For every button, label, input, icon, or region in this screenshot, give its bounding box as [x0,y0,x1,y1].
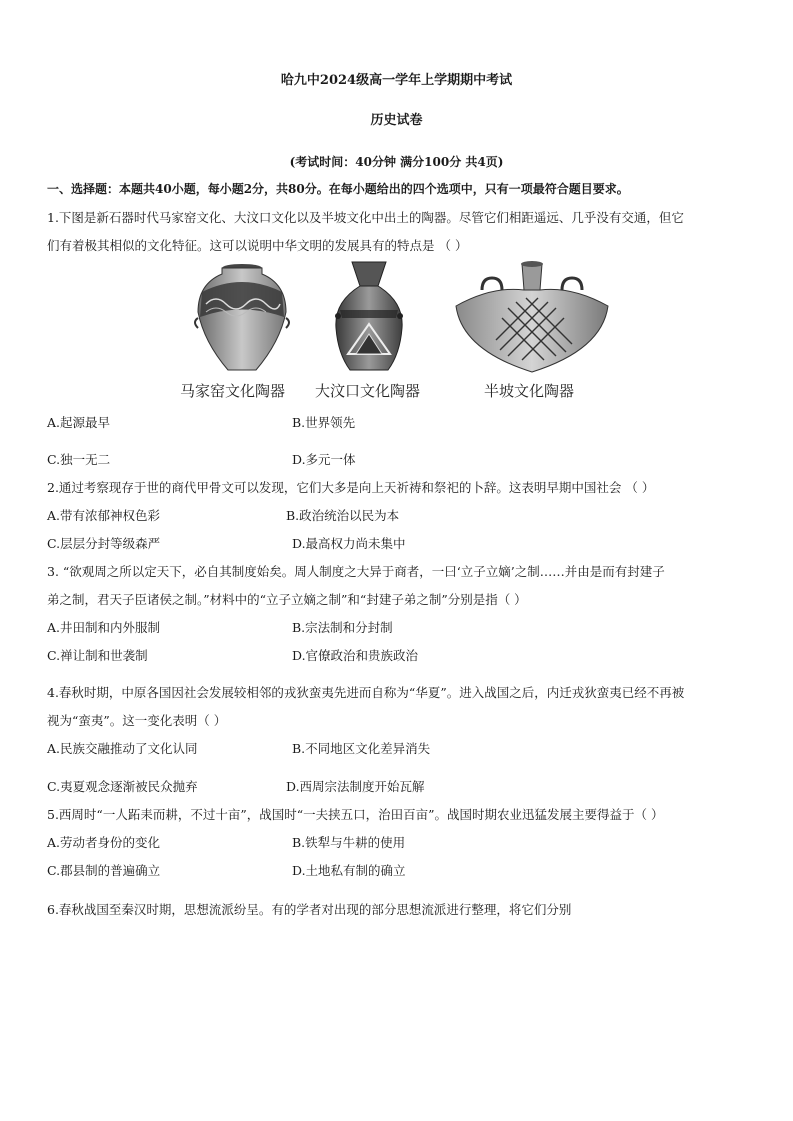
q2-stem: 2.通过考察现存于世的商代甲骨文可以发现，它们大多是向上天祈祷和祭祀的卜辞。这表明早期中国社会 （ ） [47,480,655,495]
q4-option-b: B.不同地区文化差异消失 [292,741,431,756]
q2-option-b: B.政治统治以民为本 [286,508,400,523]
q1-stem-line1: 1.下图是新石器时代马家窑文化、大汶口文化以及半坡文化中出土的陶器。尽管它们相距遥远、几乎没有交通，但它 [47,210,684,225]
section-instructions: 一、选择题：本题共40小题，每小题2分，共80分。在每小题给出的四个选项中，只有一项最符合题目要求。 [47,182,629,196]
q5-option-b: B.铁犁与牛耕的使用 [292,835,406,850]
q1-stem-line2: 们有着极其相似的文化特征。这可以说明中华文明的发展具有的特点是 （ ） [47,238,468,253]
q4-option-d: D.西周宗法制度开始瓦解 [286,779,425,794]
q1-option-c: C.独一无二 [47,452,111,467]
subject-title: 历史试卷 [370,113,423,128]
q4-stem-line1: 4.春秋时期，中原各国因社会发展较相邻的戎狄蛮夷先进而自称为“华夏”。进入战国之后，内迁戎狄蛮夷已经不再被 [47,685,685,700]
dawenkou-pottery-image [330,258,408,376]
q2-option-a: A.带有浓郁神权色彩 [47,508,161,523]
q5-option-a: A.劳动者身份的变化 [47,835,161,850]
q2-option-d: D.最高权力尚未集中 [292,536,406,551]
majiayao-pottery-image [192,262,292,374]
figure-caption-dawenkou: 大汶口文化陶器 [315,382,421,400]
q2-option-c: C.层层分封等级森严 [47,536,161,551]
q5-option-c: C.郡县制的普遍确立 [47,863,161,878]
q5-option-d: D.土地私有制的确立 [292,863,406,878]
q1-option-b: B.世界领先 [292,415,356,430]
q4-option-c: C.夷夏观念逐渐被民众抛弃 [47,779,198,794]
q4-stem-line2: 视为“蛮夷”。这一变化表明（ ） [47,713,227,728]
q3-option-b: B.宗法制和分封制 [292,620,393,635]
q3-option-a: A.井田制和内外服制 [47,620,161,635]
exam-title: 哈九中2024级高一学年上学期期中考试 [280,73,513,88]
exam-info: (考试时间：40分钟 满分100分 共4页) [289,155,504,169]
q4-option-a: A.民族交融推动了文化认同 [47,741,198,756]
q5-stem: 5.西周时“一人跖耒而耕，不过十亩”，战国时“一夫挟五口，治田百亩”。战国时期农业迅猛发展主要得益于（ ） [47,807,664,822]
q3-stem-line2: 弟之制，君天子臣诸侯之制。”材料中的“立子立嫡之制”和“封建子弟之制”分别是指（ ） [47,592,527,607]
q1-option-a: A.起源最早 [47,415,111,430]
figure-caption-majiayao: 马家窑文化陶器 [180,382,286,400]
banpo-pottery-image [452,260,612,376]
q3-option-d: D.官僚政治和贵族政治 [292,648,419,663]
q6-stem: 6.春秋战国至秦汉时期，思想流派纷呈。有的学者对出现的部分思想流派进行整理，将它们分别 [47,902,572,917]
q1-option-d: D.多元一体 [292,452,356,467]
figure-caption-banpo: 半坡文化陶器 [484,382,575,400]
q3-option-c: C.禅让制和世袭制 [47,648,148,663]
q3-stem-line1: 3. “欲观周之所以定天下，必自其制度始矣。周人制度之大异于商者，一曰‘立子立嫡’之制……并由是而有封建子 [47,564,665,579]
